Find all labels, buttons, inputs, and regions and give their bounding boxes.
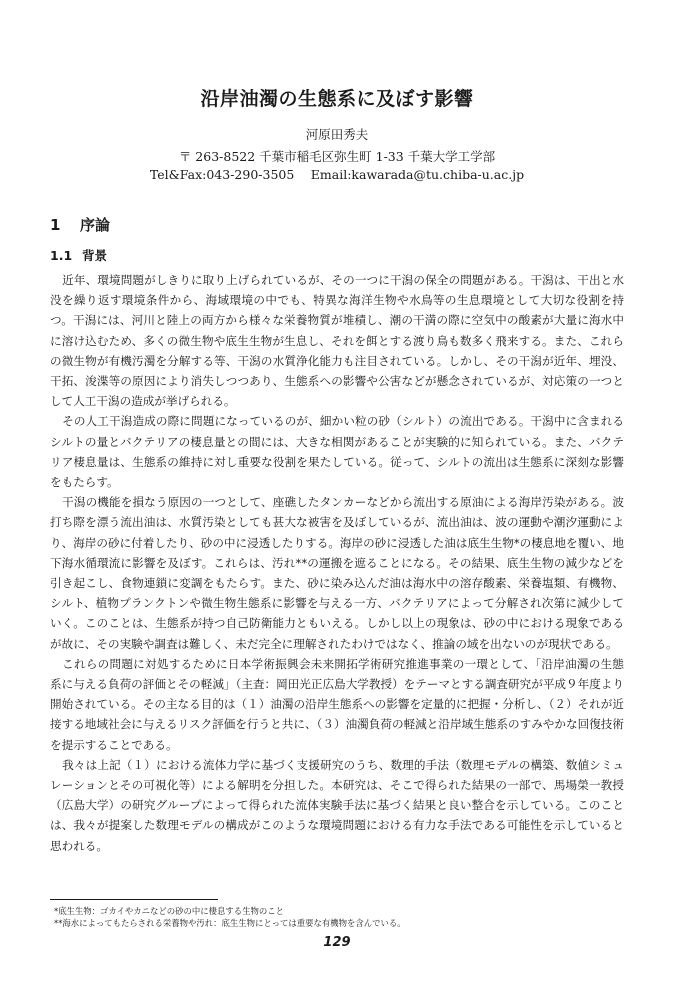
- footnote: **海水によってもたらされる栄養物や汚れ：底生生物にとっては重要な有機物を含んでいる。: [54, 918, 406, 928]
- footnote-divider: [50, 899, 218, 900]
- section-title: 序論: [80, 216, 111, 234]
- paragraph: 我々は上記（１）における流体力学に基づく支援研究のうち、数理的手法（数理モデルの構築、数値シミュレーションとその可視化等）による解明を分担した。本研究は、そこで得られた結果の一部で、馬場榮一教授（広島大学）の研究グループによって得られた流体実験手法に基づく結果と良い整合を示している。このことは、我々が提案した数理モデルの構成がこのような環境問題における有力な手法である可能性を示していると思われる。: [50, 757, 624, 853]
- footnotes: [54, 905, 406, 929]
- author-contact: Tel&Fax:043-290-3505 Email:kawarada@tu.chiba-u.ac.jp: [149, 167, 525, 182]
- subsection-title: 背景: [82, 248, 108, 263]
- paragraph: その人工干潟造成の際に問題になっているのが、細かい粒の砂（シルト）の流出である。干潟中に含まれるシルトの量とバクテリアの棲息量との間には、大きな相関があることが実験的に知られている。また、バクテリア棲息量は、生態系の維持に対し重要な役割を果たしている。従って、シルトの流出は生態系に深刻な影響をもたらす。: [50, 414, 624, 490]
- footnote: *底生生物：ゴカイやカニなどの砂の中に棲息する生物のこと: [54, 906, 285, 916]
- section-number: 1: [50, 216, 61, 234]
- author-name: 河原田秀夫: [305, 127, 369, 142]
- paper-title: 沿岸油濁の生態系に及ぼす影響: [200, 88, 474, 110]
- paragraph: 近年、環境問題がしきりに取り上げられているが、その一つに干潟の保全の問題がある。干潟は、干出と水没を繰り返す環境条件から、海域環境の中でも、特異な海洋生物や水鳥等の生息環境として大切な役割を持つ。干潟には、河川と陸上の両方から様々な栄養物質が堆積し、潮の干満の際に空気中の酸素が大量に海水中に溶け込むため、多くの微生物や底生生物が生息し、それを餌とする渡り鳥も数多く飛来する。また、これらの微生物が有機汚濁を分解する等、干潟の水質浄化能力も注目されている。しかし、その干潟が近年、埋没、干拓、浚渫等の原因により消失しつつあり、生態系への影響や公害などが懸念されているが、対応策の一つとして人工干潟の造成が挙げられる。: [50, 273, 624, 409]
- page-number: 129: [323, 935, 351, 950]
- author-address: 〒 263-8522 千葉市稲毛区弥生町 1-33 千葉大学工学部: [178, 149, 496, 164]
- paragraph: これらの問題に対処するために日本学術振興会未来開拓学術研究推進事業の一環として、「沿岸油濁の生態系に与える負荷の評価とその軽減」（主査：岡田光正広島大学教授）をテーマとする調査研究が平成９年度より開始されている。その主なる目的は（１）油濁の沿岸生態系への影響を定量的に把握・分析し、（２）それが近接する地域社会に与えるリスク評価を行うと共に、（３）油濁負荷の軽減と沿岸域生態系のすみやかな回復技術を提示することである。: [50, 656, 624, 752]
- body-text: [50, 270, 624, 856]
- paragraph: 干潟の機能を損なう原因の一つとして、座礁したタンカーなどから流出する原油による海岸汚染がある。波打ち際を漂う流出油は、水質汚染としても甚大な被害を及ぼしているが、流出油は、波の運動や潮汐運動により、海岸の砂に付着したり、砂の中に浸透したりする。海岸の砂に浸透した油は底生生物*の棲息地を覆い、地下海水循環流に影響を及ぼす。これらは、汚れ**の運搬を遮ることになる。その結果、底生生物の減少などを引き起こし、食物連鎖に変調をもたらす。また、砂に染み込んだ油は海水中の溶存酸素、栄養塩類、有機物、シルト、植物プランクトンや微生物生態系に影響を与える一方、バクテリアによって分解され次第に減少していく。このことは、生態系が持つ自己防衛能力ともいえる。しかし以上の現象は、砂の中における現象であるが故に、その実験や調査は難しく、未だ完全に理解されたわけではなく、推論の域を出ないのが現状である。: [50, 495, 624, 651]
- subsection-heading: [50, 246, 107, 264]
- subsection-number: 1.1: [50, 248, 73, 263]
- section-heading: [50, 214, 110, 235]
